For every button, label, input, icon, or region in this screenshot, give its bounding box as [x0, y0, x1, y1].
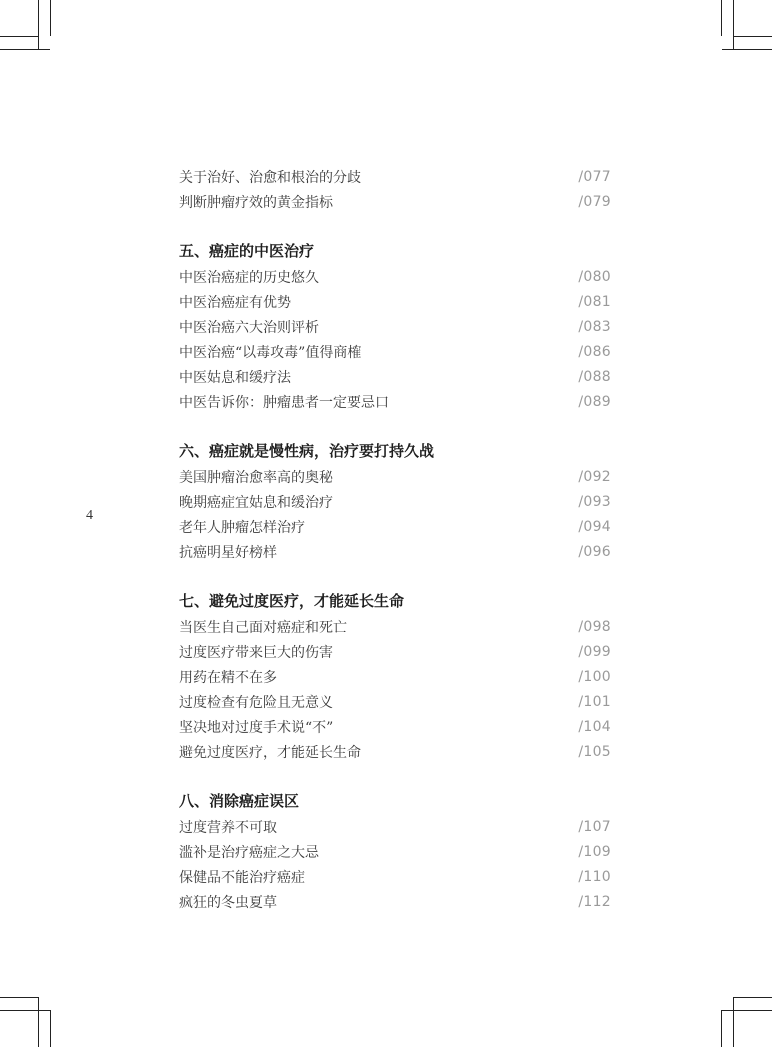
toc-entry-title: 滥补是治疗癌症之大忌 [179, 844, 319, 861]
toc-entry-title: 晚期癌症宜姑息和缓治疗 [179, 494, 333, 511]
toc-entry[interactable] [179, 339, 611, 364]
toc-entry[interactable] [179, 814, 611, 839]
toc-entry-title: 坚决地对过度手术说“不” [179, 719, 334, 736]
toc-entry[interactable] [179, 314, 611, 339]
toc-entry-page: /105 [578, 743, 611, 760]
toc-entry-title: 中医治癌“以毒攻毒”值得商榷 [179, 344, 362, 361]
toc-entry-title: 美国肿瘤治愈率高的奥秘 [179, 469, 333, 486]
toc-entry-page: /109 [578, 843, 611, 860]
toc-entry[interactable] [179, 714, 611, 739]
toc-entry[interactable] [179, 689, 611, 714]
toc-entry-page: /100 [578, 668, 611, 685]
toc-entry-title: 中医姑息和缓疗法 [179, 369, 291, 386]
toc-entry[interactable] [179, 164, 611, 189]
toc-entry[interactable] [179, 289, 611, 314]
toc-entry-page: /099 [578, 643, 611, 660]
toc-entry[interactable] [179, 639, 611, 664]
toc-entry-page: /079 [578, 193, 611, 210]
toc-entry[interactable] [179, 864, 611, 889]
section-heading: 六、癌症就是慢性病，治疗要打持久战 [179, 442, 435, 460]
toc-entry-page: /094 [578, 518, 611, 535]
toc-entry-title: 过度医疗带来巨大的伤害 [179, 644, 333, 661]
toc-entry-page: /101 [578, 693, 611, 710]
toc-entry[interactable] [179, 489, 611, 514]
toc-entry[interactable] [179, 614, 611, 639]
toc-entry-page: /092 [578, 468, 611, 485]
toc-entry-title: 过度营养不可取 [179, 819, 277, 836]
section-heading: 八、消除癌症误区 [179, 792, 300, 810]
toc-entry-page: /081 [578, 293, 611, 310]
toc-entry-page: /107 [578, 818, 611, 835]
toc-entry-title: 判断肿瘤疗效的黄金指标 [179, 194, 333, 211]
toc-entry[interactable] [179, 889, 611, 914]
toc-entry[interactable] [179, 514, 611, 539]
toc-entry-title: 过度检查有危险且无意义 [179, 694, 333, 711]
toc-entry-page: /077 [578, 168, 611, 185]
toc-entry-title: 保健品不能治疗癌症 [179, 869, 305, 886]
toc-entry-page: /098 [578, 618, 611, 635]
toc-entry-page: /104 [578, 718, 611, 735]
toc-entry-page: /083 [578, 318, 611, 335]
page-number: 4 [86, 508, 93, 523]
toc-entry-title: 中医治癌症有优势 [179, 294, 291, 311]
toc-entry[interactable] [179, 464, 611, 489]
toc-entry[interactable] [179, 389, 611, 414]
toc-entry-page: /096 [578, 543, 611, 560]
toc-entry-title: 抗癌明星好榜样 [179, 544, 277, 561]
toc-entry[interactable] [179, 189, 611, 214]
toc-entry[interactable] [179, 839, 611, 864]
toc-entry-title: 中医治癌症的历史悠久 [179, 269, 319, 286]
toc-entry-page: /110 [578, 868, 611, 885]
toc-entry-title: 中医告诉你：肿瘤患者一定要忌口 [179, 394, 389, 411]
toc-entry[interactable] [179, 664, 611, 689]
toc-entry-page: /088 [578, 368, 611, 385]
toc-entry-page: /080 [578, 268, 611, 285]
toc-entry[interactable] [179, 364, 611, 389]
toc-entry-title: 当医生自己面对癌症和死亡 [179, 619, 347, 636]
toc-entry[interactable] [179, 264, 611, 289]
toc-entry-title: 用药在精不在多 [179, 669, 277, 686]
toc-entry-page: /089 [578, 393, 611, 410]
toc-entry-title: 关于治好、治愈和根治的分歧 [179, 169, 361, 186]
section-heading: 七、避免过度医疗，才能延长生命 [179, 592, 405, 610]
toc-entry-title: 中医治癌六大治则评析 [179, 319, 319, 336]
toc-entry-title: 疯狂的冬虫夏草 [179, 894, 277, 911]
toc-entry-title: 避免过度医疗，才能延长生命 [179, 744, 361, 761]
toc-entry[interactable] [179, 739, 611, 764]
toc-entry-page: /112 [578, 893, 611, 910]
toc-entry-title: 老年人肿瘤怎样治疗 [179, 519, 305, 536]
section-heading: 五、癌症的中医治疗 [179, 242, 315, 260]
toc-entry[interactable] [179, 539, 611, 564]
toc-entry-page: /093 [578, 493, 611, 510]
toc-entry-page: /086 [578, 343, 611, 360]
